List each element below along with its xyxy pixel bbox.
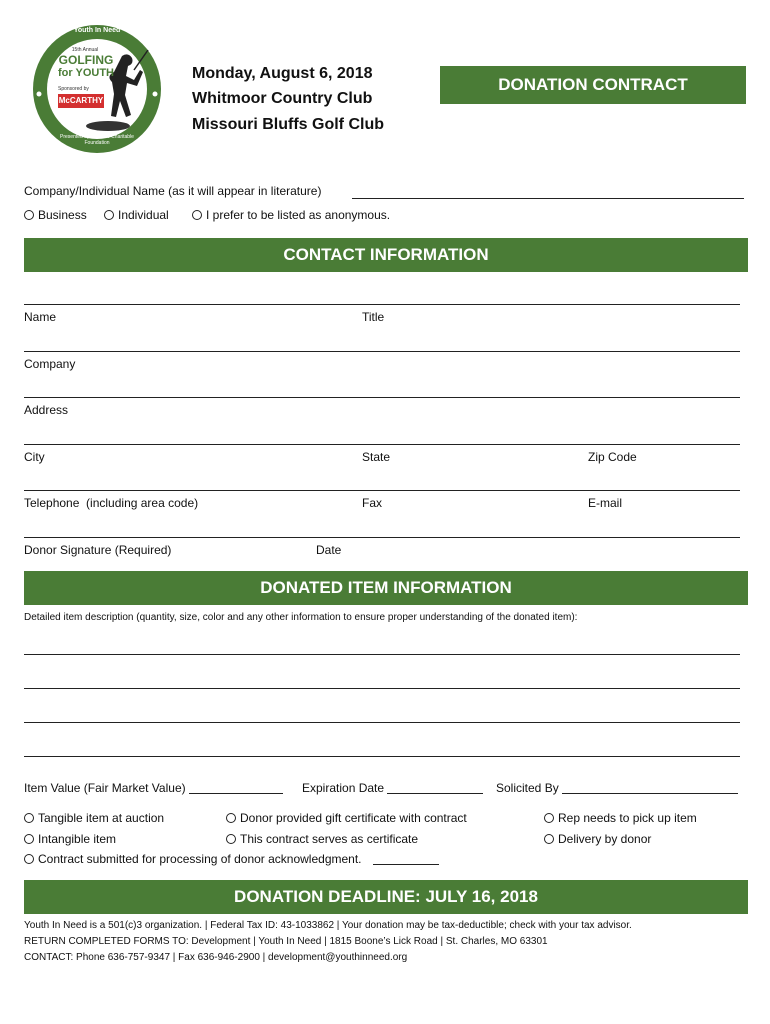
- radio-icon: [226, 813, 236, 823]
- option-contract-certificate-label: This contract serves as certificate: [240, 832, 419, 846]
- address-label: Address: [24, 403, 69, 417]
- listing-anonymous[interactable]: [192, 208, 390, 222]
- name-label: Name: [24, 310, 57, 324]
- item-description-line-2[interactable]: [24, 688, 740, 689]
- option-acknowledgment-label: Contract submitted for processing of donor acknowledgment.: [38, 852, 362, 866]
- city-label: City: [24, 450, 45, 464]
- footer-line-2: RETURN COMPLETED FORMS TO: Development | Youth In Need | 1815 Boone’s Lick Road | St. Charles, MO 63301: [24, 936, 548, 947]
- email-label: E-mail: [588, 496, 623, 510]
- option-tangible[interactable]: [24, 811, 164, 825]
- radio-icon: [192, 210, 202, 220]
- state-label: State: [362, 450, 391, 464]
- fax-label: Fax: [362, 496, 383, 510]
- deadline-heading: DONATION DEADLINE: JULY 16, 2018: [24, 880, 748, 914]
- solicited: [496, 781, 738, 795]
- footer-line-1: Youth In Need is a 501(c)3 organization. | Federal Tax ID: 43-1033862 | Your donation may be tax-deductible; check with your tax advisor.: [24, 920, 632, 931]
- item-description-line-4[interactable]: [24, 756, 740, 757]
- event-date: Monday, August 6, 2018: [192, 65, 373, 82]
- event-logo: [30, 22, 164, 156]
- signature-label: Donor Signature (Required): [24, 543, 172, 557]
- logo-edition: 15th Annual: [71, 47, 99, 53]
- radio-icon: [226, 834, 236, 844]
- solicited-label: Solicited By: [496, 781, 559, 795]
- radio-icon: [104, 210, 114, 220]
- item-description-label: Detailed item description (quantity, size, color and any other information to ensure proper understanding of the donated item):: [24, 612, 578, 623]
- option-delivery-by-donor-label: Delivery by donor: [558, 832, 652, 846]
- logo-line1: GOLFING: [58, 53, 114, 67]
- date-label: Date: [316, 543, 342, 557]
- radio-icon: [24, 854, 34, 864]
- listing-individual-label: Individual: [118, 208, 169, 222]
- listing-business[interactable]: [24, 208, 87, 222]
- logo-sponsor-name: McCARTHY: [58, 94, 104, 108]
- option-rep-pickup[interactable]: [544, 811, 697, 825]
- option-delivery-by-donor[interactable]: [544, 832, 651, 846]
- option-intangible-label: Intangible item: [38, 832, 117, 846]
- city-state-zip-field[interactable]: [24, 444, 740, 445]
- zip-label: Zip Code: [588, 450, 637, 464]
- radio-icon: [24, 834, 34, 844]
- option-gift-certificate[interactable]: [226, 811, 467, 825]
- item-description-line-1[interactable]: [24, 654, 740, 655]
- company-label: Company: [24, 357, 76, 371]
- option-tangible-label: Tangible item at auction: [38, 811, 165, 825]
- logo-bottom-text: Presented by Centene Charitable Foundation: [60, 134, 134, 146]
- event-venue-2: Missouri Bluffs Golf Club: [192, 116, 384, 133]
- company-field[interactable]: [24, 351, 740, 352]
- solicited-field[interactable]: [562, 781, 738, 794]
- radio-icon: [24, 813, 34, 823]
- item-value: [24, 781, 283, 795]
- item-description-line-3[interactable]: [24, 722, 740, 723]
- contract-title: DONATION CONTRACT: [440, 66, 746, 104]
- logo-line2: for YOUTH: [57, 67, 115, 79]
- footer-line-3: CONTACT: Phone 636-757-9347 | Fax 636-946-2900 | development@youthinneed.org: [24, 952, 408, 963]
- acknowledgment-field[interactable]: [373, 852, 439, 865]
- option-contract-certificate[interactable]: [226, 832, 418, 846]
- contact-heading: CONTACT INFORMATION: [24, 238, 748, 272]
- address-field[interactable]: [24, 397, 740, 398]
- name-title-field[interactable]: [24, 304, 740, 305]
- item-value-label: Item Value (Fair Market Value): [24, 781, 186, 795]
- expiration-field[interactable]: [387, 781, 483, 794]
- signature-date-field[interactable]: [24, 537, 740, 538]
- expiration-label: Expiration Date: [302, 781, 385, 795]
- radio-icon: [24, 210, 34, 220]
- logo-top-text: Youth In Need: [73, 27, 121, 34]
- item-heading: DONATED ITEM INFORMATION: [24, 571, 748, 605]
- option-acknowledgment[interactable]: [24, 852, 439, 866]
- option-rep-pickup-label: Rep needs to pick up item: [558, 811, 697, 825]
- company-name-label: [24, 184, 321, 198]
- title-label: Title: [362, 310, 385, 324]
- telephone-label: Telephone (including area code): [24, 496, 199, 510]
- item-value-field[interactable]: [189, 781, 283, 794]
- option-gift-certificate-label: Donor provided gift certificate with contract: [240, 811, 467, 825]
- radio-icon: [544, 813, 554, 823]
- listing-anonymous-label: I prefer to be listed as anonymous.: [206, 208, 391, 222]
- radio-icon: [544, 834, 554, 844]
- listing-individual[interactable]: [104, 208, 169, 222]
- event-venue-1: Whitmoor Country Club: [192, 90, 373, 107]
- company-name-field[interactable]: [352, 198, 744, 199]
- expiration: [302, 781, 483, 795]
- option-intangible[interactable]: [24, 832, 116, 846]
- company-name-label-text: Company/Individual Name (as it will appear in literature): [24, 184, 322, 198]
- phone-fax-email-field[interactable]: [24, 490, 740, 491]
- logo-sponsor-label: Sponsored by: [58, 86, 89, 92]
- listing-business-label: Business: [38, 208, 87, 222]
